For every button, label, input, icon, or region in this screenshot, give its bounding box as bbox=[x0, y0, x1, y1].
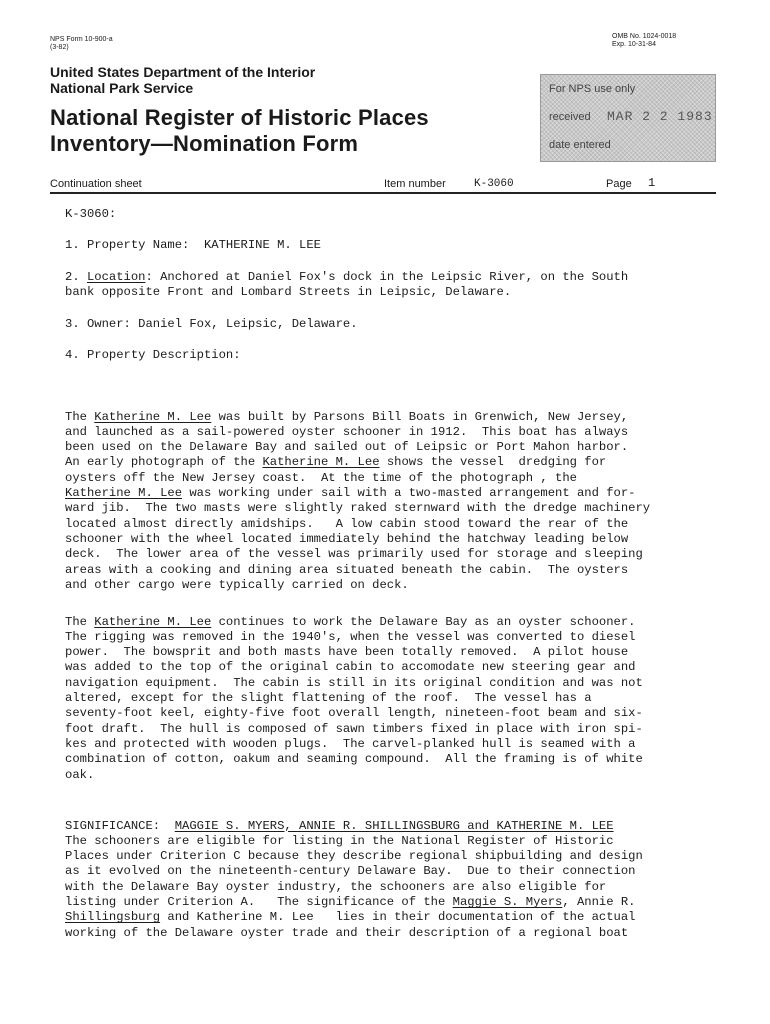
text-line bbox=[65, 645, 643, 660]
text-line bbox=[65, 752, 643, 767]
significance-paragraph bbox=[65, 788, 643, 956]
text-line bbox=[65, 864, 643, 879]
text-line bbox=[65, 630, 643, 645]
underlined-name: Katherine M. Lee bbox=[94, 409, 212, 424]
received-label: received bbox=[549, 111, 591, 123]
text-segment: power. The bowsprit and both masts have been totally removed. A pilot house bbox=[65, 645, 629, 660]
text-segment: The rigging was removed in the 1940's, when the vessel was converted to diesel bbox=[65, 629, 636, 644]
location-label: Location bbox=[86, 270, 146, 284]
text-segment: , Annie R. bbox=[562, 895, 636, 910]
text-segment: was working under sail with a two-masted arrangement and for- bbox=[182, 486, 636, 501]
text-line bbox=[65, 486, 650, 501]
text-segment: as it evolved on the nineteenth-century Delaware Bay. Due to their connection bbox=[65, 864, 636, 879]
text-segment: deck. The lower area of the vessel was primarily used for storage and sleeping bbox=[65, 547, 643, 562]
text-segment: with the Delaware Bay oyster industry, the schooners are also eligible for bbox=[65, 879, 607, 894]
item-number-label: Item number bbox=[384, 178, 446, 190]
underlined-name: Shillingsburg bbox=[65, 910, 161, 925]
text-segment: foot draft. The hull is composed of sawn timbers fixed in place with iron spi- bbox=[65, 721, 643, 736]
owner-line: 3. Owner: Daniel Fox, Leipsic, Delaware. bbox=[65, 317, 358, 331]
header-rule bbox=[50, 192, 716, 194]
location-line-1 bbox=[65, 270, 628, 285]
nps-use-only-box bbox=[540, 74, 716, 162]
text-segment: kes and protected with wooden plugs. The carvel-planked hull is seamed with a bbox=[65, 736, 636, 751]
text-line bbox=[65, 660, 643, 675]
text-line bbox=[65, 440, 650, 455]
omb-number: OMB No. 1024-0018 bbox=[612, 33, 677, 40]
description-paragraph-2 bbox=[65, 584, 643, 798]
text-line bbox=[65, 926, 643, 941]
text-segment: ward jib. The two masts were slightly raked sternward with the dredge machinery bbox=[65, 501, 651, 516]
text-line bbox=[65, 676, 643, 691]
text-segment: oysters off the New Jersey coast. At the time of the photograph , the bbox=[65, 470, 577, 485]
text-line bbox=[65, 819, 643, 834]
location-line-2: bank opposite Front and Lombard Streets in Leipsic, Delaware. bbox=[65, 285, 512, 299]
text-segment: and other cargo were typically carried on deck. bbox=[65, 577, 409, 592]
form-title-line1: National Register of Historic Places bbox=[50, 105, 429, 130]
text-line bbox=[65, 532, 650, 547]
text-segment: combination of cotton, oakum and seaming compound. All the framing is of white bbox=[65, 752, 643, 767]
continuation-sheet-label: Continuation sheet bbox=[50, 178, 142, 190]
received-date-stamp: MAR 2 2 1983 bbox=[607, 109, 713, 124]
text-line bbox=[65, 706, 643, 721]
text-line bbox=[65, 410, 650, 425]
text-line bbox=[65, 517, 650, 532]
property-id-line: K-3060: bbox=[65, 207, 117, 221]
text-segment: and Katherine M. Lee lies in their documentation of the actual bbox=[160, 910, 636, 925]
text-segment: navigation equipment. The cabin is still in its original condition and was not bbox=[65, 675, 643, 690]
text-line bbox=[65, 737, 643, 752]
text-line bbox=[65, 768, 643, 783]
text-line bbox=[65, 563, 650, 578]
location-number: 2. bbox=[65, 270, 87, 284]
text-segment: The bbox=[65, 409, 95, 424]
text-segment: The schooners are eligible for listing in the National Register of Historic bbox=[65, 833, 614, 848]
text-line bbox=[65, 691, 643, 706]
underlined-name: Katherine M. Lee bbox=[94, 614, 212, 629]
date-entered-label: date entered bbox=[549, 139, 611, 151]
text-line bbox=[65, 615, 643, 630]
text-line bbox=[65, 895, 643, 910]
property-description-heading: 4. Property Description: bbox=[65, 348, 241, 362]
text-segment: schooner with the wheel located immediately behind the hatchway leading below bbox=[65, 531, 629, 546]
text-segment: shows the vessel dredging for bbox=[379, 455, 607, 470]
text-segment: SIGNIFICANCE: bbox=[65, 818, 175, 833]
text-segment: working of the Delaware oyster trade and their description of a regional boat bbox=[65, 925, 629, 940]
text-line bbox=[65, 880, 643, 895]
text-line bbox=[65, 471, 650, 486]
text-segment: The bbox=[65, 614, 95, 629]
text-segment: continues to work the Delaware Bay as an oyster schooner. bbox=[211, 614, 636, 629]
text-line bbox=[65, 834, 643, 849]
text-segment: located almost directly amidships. A low cabin stood toward the rear of the bbox=[65, 516, 629, 531]
item-number-value: K-3060 bbox=[474, 178, 514, 190]
text-segment: seventy-foot keel, eighty-five foot overall length, nineteen-foot beam and six- bbox=[65, 706, 643, 721]
text-segment: altered, except for the slight flattening of the roof. The vessel has a bbox=[65, 691, 592, 706]
underlined-name: Katherine M. Lee bbox=[262, 455, 380, 470]
underlined-name: Maggie S. Myers bbox=[452, 895, 563, 910]
text-segment: and launched as a sail-powered oyster schooner in 1912. This boat has always bbox=[65, 424, 629, 439]
underlined-name: Katherine M. Lee bbox=[65, 486, 183, 501]
text-line bbox=[65, 910, 643, 925]
text-line bbox=[65, 455, 650, 470]
description-paragraph-1 bbox=[65, 379, 650, 608]
page-label: Page bbox=[606, 178, 632, 190]
department-name: United States Department of the Interior bbox=[50, 64, 316, 80]
service-name: National Park Service bbox=[50, 80, 194, 96]
location-text: : Anchored at Daniel Fox's dock in the Leipsic River, on the South bbox=[145, 270, 629, 284]
form-title-line2: Inventory—Nomination Form bbox=[50, 131, 359, 156]
text-line bbox=[65, 722, 643, 737]
text-segment: oak. bbox=[65, 767, 95, 782]
text-line bbox=[65, 501, 650, 516]
page-number: 1 bbox=[648, 176, 656, 190]
form-number: NPS Form 10-900-a bbox=[50, 36, 113, 43]
text-segment: listing under Criterion A. The significance of the bbox=[65, 895, 453, 910]
nps-use-only-label: For NPS use only bbox=[549, 83, 636, 95]
text-segment: been used on the Delaware Bay and sailed out of Leipsic or Port Mahon harbor. bbox=[65, 440, 629, 455]
text-line bbox=[65, 849, 643, 864]
text-segment: Places under Criterion C because they describe regional shipbuilding and design bbox=[65, 849, 643, 864]
text-line bbox=[65, 425, 650, 440]
form-date: (3-82) bbox=[50, 44, 69, 51]
text-segment: was added to the top of the original cabin to accomodate new steering gear and bbox=[65, 660, 636, 675]
text-segment: areas with a cooking and dining area situated beneath the cabin. The oysters bbox=[65, 562, 629, 577]
omb-expiry: Exp. 10-31-84 bbox=[612, 41, 656, 48]
text-line bbox=[65, 547, 650, 562]
underlined-name: MAGGIE S. MYERS, ANNIE R. SHILLINGSBURG and KATHERINE M. LEE bbox=[174, 818, 614, 833]
text-segment: An early photograph of the bbox=[65, 455, 263, 470]
property-name-line: 1. Property Name: KATHERINE M. LEE bbox=[65, 238, 321, 252]
text-segment: was built by Parsons Bill Boats in Grenwich, New Jersey, bbox=[211, 409, 629, 424]
